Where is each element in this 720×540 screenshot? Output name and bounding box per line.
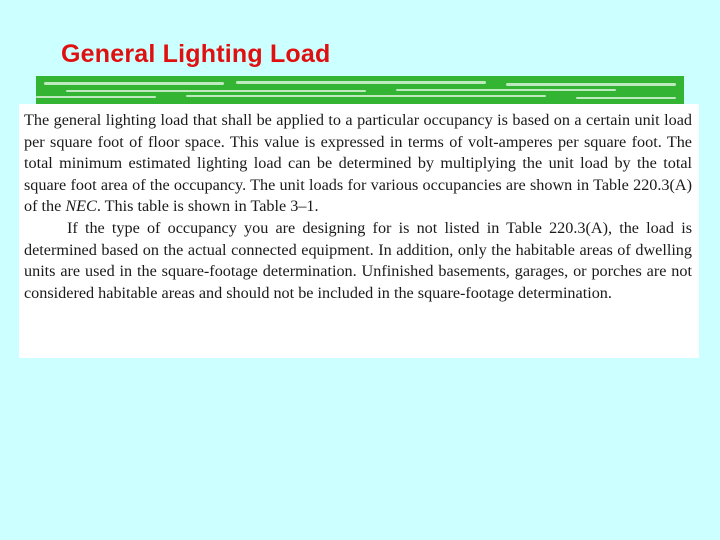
paragraph-text: . This table is shown in Table 3–1. bbox=[96, 197, 319, 216]
document-page bbox=[19, 104, 699, 358]
nec-reference: NEC bbox=[65, 197, 97, 216]
slide-title: General Lighting Load bbox=[61, 40, 331, 68]
decorative-green-bar bbox=[36, 76, 684, 106]
paragraph-text: The general lighting load that shall be applied to a particular occupancy is based on a certain unit load per square foot of floor space. This value is expressed in terms of volt-amperes per square foot. The total minimum estimated lighting load can be determined by multiplying the unit load by the total square foot area of the occupancy. The unit loads for various occupancies are shown in Table 220.3(A) of the bbox=[24, 111, 692, 216]
paragraph-unit-load bbox=[24, 110, 692, 218]
document-text bbox=[24, 110, 692, 304]
paragraph-connected-equipment: If the type of occupancy you are designing for is not listed in Table 220.3(A), the load is determined based on the actual connected equipment. In addition, only the habitable areas of dwelling units are used in the square-footage determination. Unfinished basements, garages, or porches are not considered habitable areas and should not be included in the square-footage determination. bbox=[24, 218, 692, 302]
